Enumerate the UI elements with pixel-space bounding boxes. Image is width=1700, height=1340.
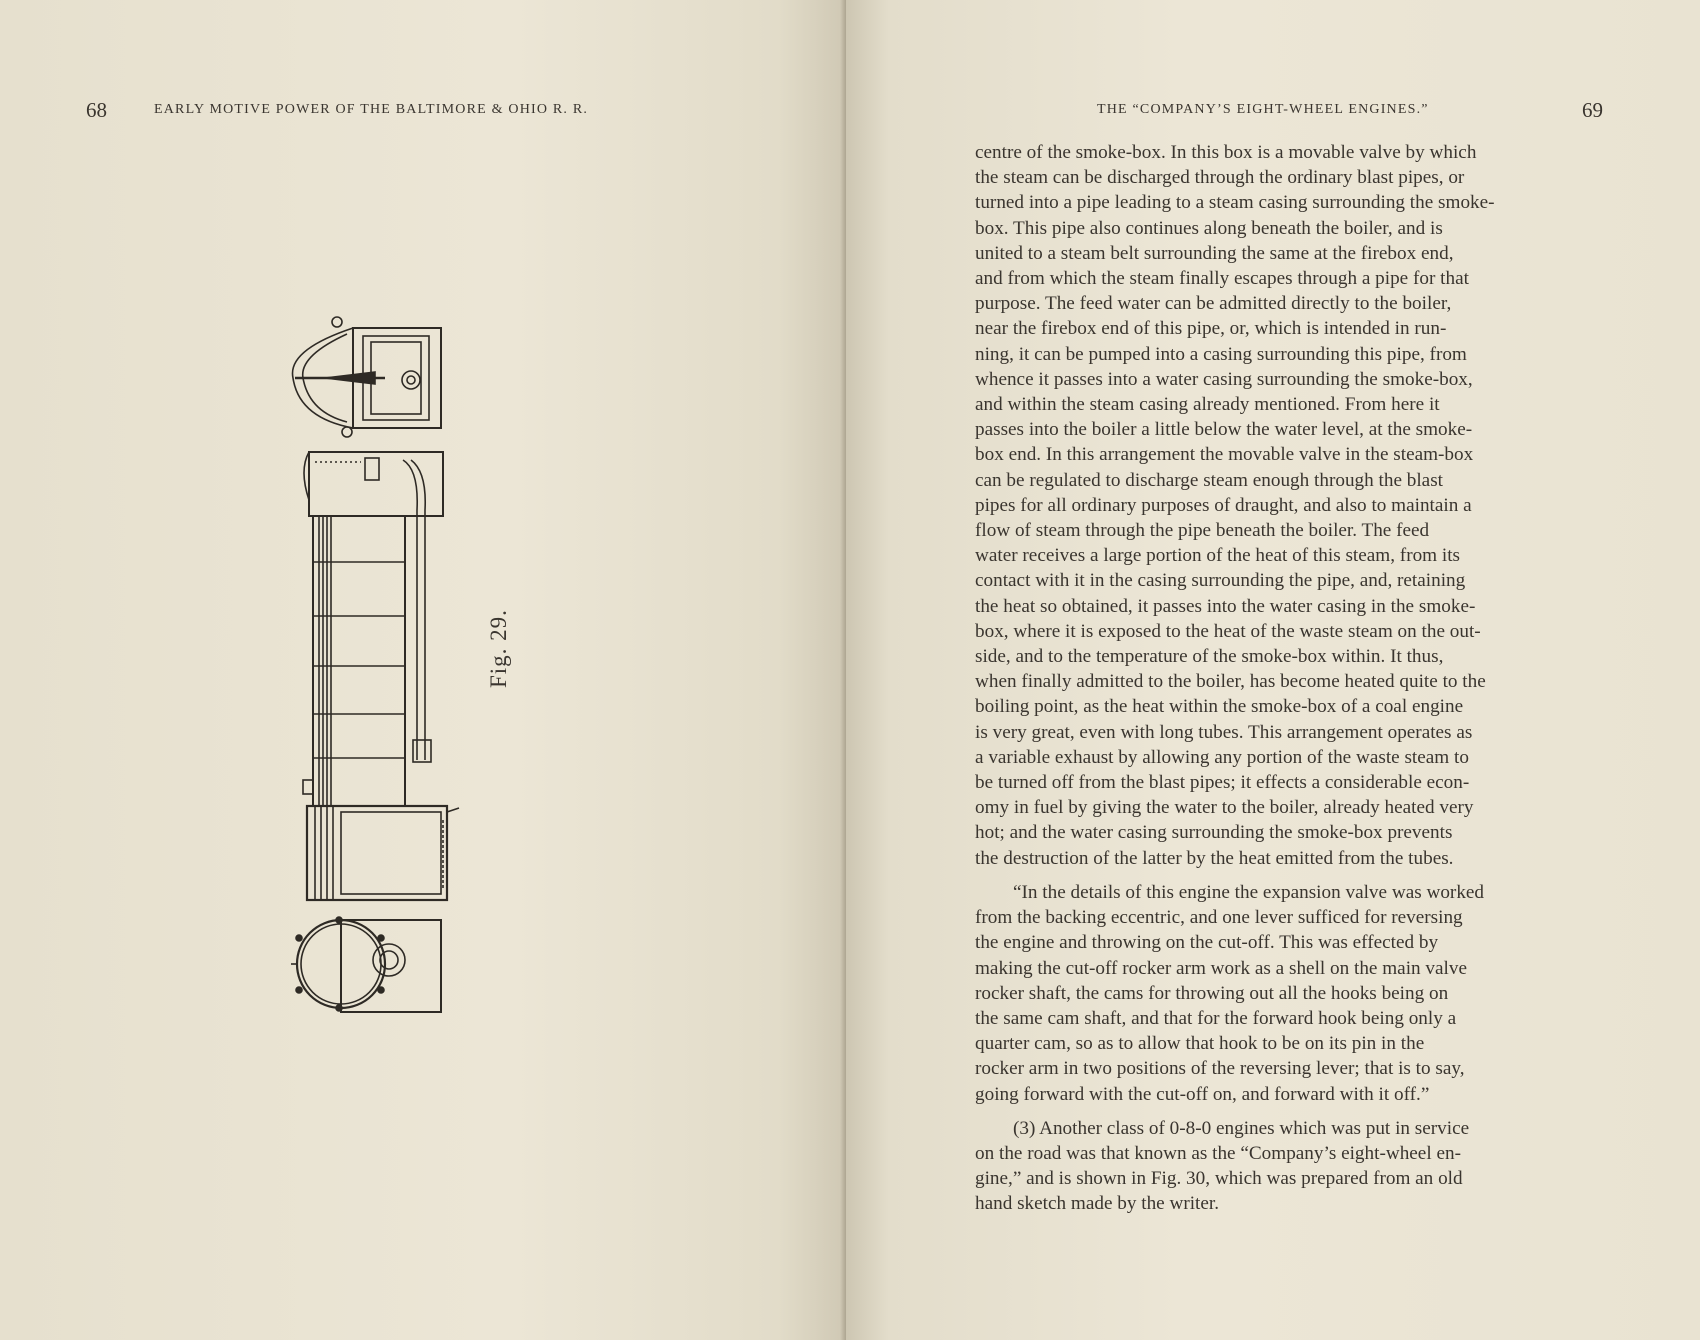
text-line: contact with it in the casing surrounding the pipe, and, retaining: [975, 570, 1466, 592]
running-head-right: THE “COMPANY’S EIGHT-WHEEL ENGINES.”: [1097, 102, 1429, 117]
text-line: on the road was that known as the “Company’s eight-wheel en-: [975, 1142, 1461, 1164]
text-line: rocker arm in two positions of the reversing lever; that is to say,: [975, 1058, 1465, 1080]
text-line: ning, it can be pumped into a casing surrounding this pipe, from: [975, 343, 1467, 365]
text-line: box. This pipe also continues along beneath the boiler, and is: [975, 217, 1443, 239]
paragraph-2: [975, 880, 1599, 1107]
text-line: and from which the steam finally escapes through a pipe for that: [975, 268, 1469, 290]
text-line: (3) Another class of 0-8-0 engines which was put in service: [1013, 1117, 1470, 1139]
text-line: water receives a large portion of the heat of this steam, from its: [975, 545, 1461, 567]
text-line: turned into a pipe leading to a steam casing surrounding the smoke-: [975, 192, 1495, 214]
text-line: pipes for all ordinary purposes of draught, and also to maintain a: [975, 494, 1472, 516]
text-line: the steam can be discharged through the ordinary blast pipes, or: [975, 167, 1465, 189]
text-line: centre of the smoke-box. In this box is a movable valve by which: [975, 142, 1477, 163]
text-line: near the firebox end of this pipe, or, which is intended in run-: [975, 318, 1447, 340]
figure-caption: Fig. 29.: [486, 609, 511, 688]
paragraph-3: [975, 1116, 1599, 1217]
locomotive-boiler-figure: [285, 300, 485, 1080]
text-line: hand sketch made by the writer.: [975, 1193, 1220, 1215]
text-line: side, and to the temperature of the smoke-box within. It thus,: [975, 646, 1444, 668]
text-line: can be regulated to discharge steam enough through the blast: [975, 469, 1443, 491]
text-line: whence it passes into a water casing surrounding the smoke-box,: [975, 368, 1473, 390]
boiler-side-elevation: [303, 452, 459, 900]
running-head-left: EARLY MOTIVE POWER OF THE BALTIMORE & OHIO R. R.: [154, 102, 589, 117]
paragraph-1: [975, 140, 1599, 871]
text-line: flow of steam through the pipe beneath the boiler. The feed: [975, 520, 1430, 542]
text-line: the same cam shaft, and that for the forward hook being only a: [975, 1007, 1457, 1029]
text-line: “In the details of this engine the expansion valve was worked: [1013, 881, 1485, 903]
text-line: boiling point, as the heat within the smoke-box of a coal engine: [975, 696, 1464, 718]
text-line: hot; and the water casing surrounding the smoke-box prevents: [975, 822, 1453, 844]
text-line: quarter cam, so as to allow that hook to be on its pin in the: [975, 1033, 1425, 1055]
text-line: the heat so obtained, it passes into the water casing in the smoke-: [975, 595, 1476, 617]
text-line: the destruction of the latter by the heat emitted from the tubes.: [975, 847, 1454, 869]
smoke-box-end-view: [293, 317, 442, 437]
text-line: box end. In this arrangement the movable valve in the steam-box: [975, 444, 1474, 466]
firebox-end-view: [291, 917, 441, 1012]
text-line: making the cut-off rocker arm work as a shell on the main valve: [975, 957, 1467, 979]
text-line: is very great, even with long tubes. This arrangement operates as: [975, 721, 1473, 743]
text-line: going forward with the cut-off on, and forward with it off.”: [975, 1083, 1430, 1105]
text-line: and within the steam casing already mentioned. From here it: [975, 394, 1440, 416]
text-line: united to a steam belt surrounding the same at the firebox end,: [975, 242, 1454, 264]
text-line: box, where it is exposed to the heat of the waste steam on the out-: [975, 620, 1481, 642]
text-line: from the backing eccentric, and one lever sufficed for reversing: [975, 907, 1463, 929]
text-line: gine,” and is shown in Fig. 30, which was prepared from an old: [975, 1168, 1463, 1190]
text-line: rocker shaft, the cams for throwing out all the hooks being on: [975, 982, 1449, 1004]
page-number-left: 68: [86, 98, 107, 122]
text-line: passes into the boiler a little below the water level, at the smoke-: [975, 419, 1473, 441]
text-line: omy in fuel by giving the water to the boiler, already heated very: [975, 797, 1474, 819]
body-text: [975, 140, 1599, 1217]
text-line: the engine and throwing on the cut-off. This was effected by: [975, 932, 1439, 954]
left-page: [0, 0, 846, 1340]
page-number-right: 69: [1582, 98, 1603, 122]
text-line: be turned off from the blast pipes; it effects a considerable econ-: [975, 772, 1470, 794]
text-line: purpose. The feed water can be admitted directly to the boiler,: [975, 293, 1452, 315]
text-line: a variable exhaust by allowing any portion of the waste steam to: [975, 746, 1469, 768]
text-line: when finally admitted to the boiler, has become heated quite to the: [975, 671, 1486, 693]
